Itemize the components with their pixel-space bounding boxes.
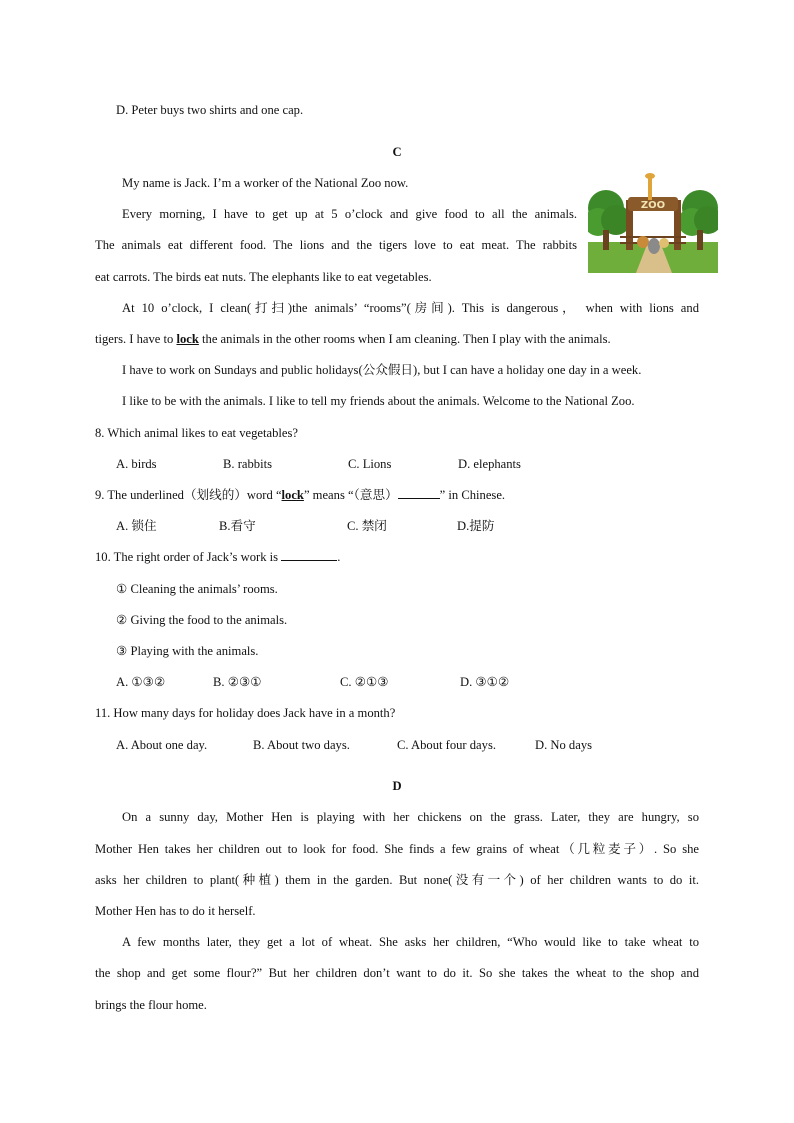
option-c[interactable]: C. Lions <box>348 457 392 471</box>
option-line: D. Peter buys two shirts and one cap. <box>116 103 304 117</box>
option-c[interactable]: C. About four days. <box>397 738 496 752</box>
option-a[interactable]: A. birds <box>116 457 157 471</box>
question-9 <box>95 487 505 503</box>
option-b[interactable]: B. rabbits <box>223 457 272 471</box>
text-run: 10. The right order of Jack’s work is <box>95 550 282 564</box>
option-d[interactable]: D. elephants <box>458 457 521 471</box>
question-10 <box>95 549 340 565</box>
passage-d-line: the shop and get some flour?” But her children don’t want to do it. So she takes the wheat to the shop and <box>95 966 699 980</box>
option-b[interactable]: B. ②③① <box>213 675 262 689</box>
zoo-illustration <box>588 170 718 273</box>
passage-c-paragraph-1: My name is Jack. I’m a worker of the National Zoo now. <box>122 176 409 190</box>
option-d[interactable]: D.提防 <box>457 519 495 533</box>
underlined-keyword: lock <box>281 488 304 502</box>
text-run: the animals in the other rooms when I am cleaning. Then I play with the animals. <box>198 332 611 346</box>
option-a[interactable]: A. About one day. <box>116 738 208 752</box>
passage-d-line: On a sunny day, Mother Hen is playing with her chickens on the grass. Later, they are hungry, so <box>122 810 699 824</box>
option-d[interactable]: D. ③①② <box>460 675 510 689</box>
text-run: tigers. I have to <box>95 332 177 346</box>
section-heading-c: C <box>392 145 402 159</box>
passage-d-line: Mother Hen takes her children out to look for food. She finds a few grains of wheat（几粒麦子）. So she <box>95 842 699 856</box>
passage-d-line: brings the flour home. <box>95 998 207 1012</box>
passage-c-line: The animals eat different food. The lions and the tigers love to eat meat. The rabbits <box>95 238 577 252</box>
text-run: 9. The underlined（划线的）word “ <box>95 488 282 502</box>
option-b[interactable]: B.看守 <box>219 519 256 533</box>
passage-c-line: Every morning, I have to get up at 5 o’clock and give food to all the animals. <box>122 207 577 221</box>
option-c[interactable]: C. ②①③ <box>340 675 389 689</box>
option-a[interactable]: A. 锁住 <box>116 519 157 533</box>
text-run: ” in Chinese. <box>439 488 506 502</box>
passage-c-line: At 10 o’clock, I clean(打扫)the animals’ “rooms”(房间). This is dangerous， when with lions and <box>122 301 699 315</box>
zoo-sign-text: ZOO <box>640 200 666 211</box>
passage-d-line: asks her children to plant(种植) them in the garden. But none(没有一个) of her children wants to do it. <box>95 873 699 887</box>
question-8: 8. Which animal likes to eat vegetables? <box>95 426 298 440</box>
order-item-1: ① Cleaning the animals’ rooms. <box>116 582 278 596</box>
passage-c-line-with-keyword <box>95 331 611 347</box>
option-c[interactable]: C. 禁闭 <box>347 519 387 533</box>
answer-blank[interactable] <box>398 487 440 499</box>
passage-d-line: A few months later, they get a lot of wheat. She asks her children, “Who would like to take wheat to <box>122 935 699 949</box>
section-heading-d: D <box>392 779 402 793</box>
order-item-2: ② Giving the food to the animals. <box>116 613 288 627</box>
underlined-keyword: lock <box>176 332 199 346</box>
passage-c-line: I like to be with the animals. I like to tell my friends about the animals. Welcome to the National Zoo. <box>122 394 635 408</box>
passage-c-line: eat carrots. The birds eat nuts. The elephants like to eat vegetables. <box>95 270 432 284</box>
order-item-3: ③ Playing with the animals. <box>116 644 259 658</box>
passage-c-line: I have to work on Sundays and public holidays(公众假日), but I can have a holiday one day in a week. <box>122 363 642 377</box>
option-d[interactable]: D. No days <box>535 738 593 752</box>
passage-d-line: Mother Hen has to do it herself. <box>95 904 256 918</box>
question-11: 11. How many days for holiday does Jack have in a month? <box>95 706 396 720</box>
option-a[interactable]: A. ①③② <box>116 675 166 689</box>
option-b[interactable]: B. About two days. <box>253 738 350 752</box>
answer-blank[interactable] <box>281 549 337 561</box>
text-run: . <box>337 550 341 564</box>
text-run: ” means “（意思） <box>303 488 398 502</box>
